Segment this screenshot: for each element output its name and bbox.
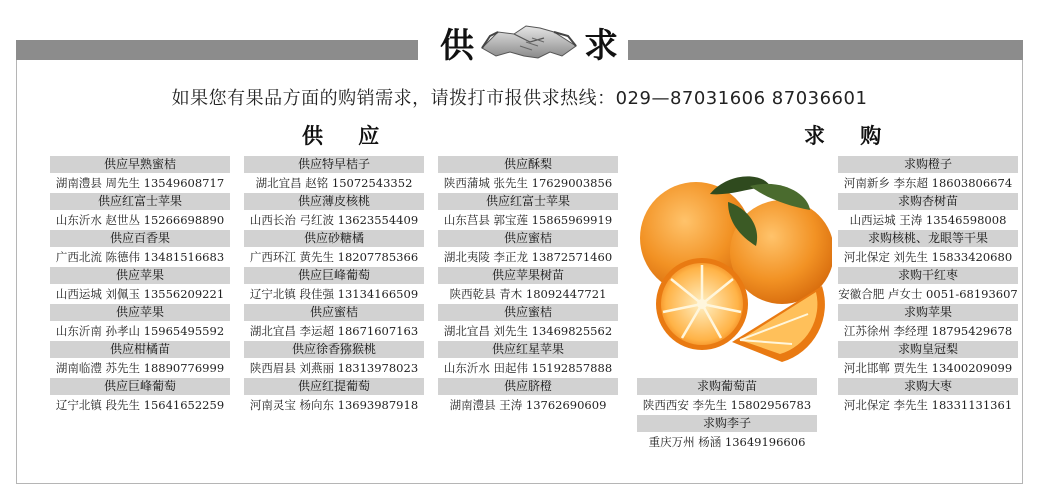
listing-item — [438, 341, 618, 378]
listing-item — [637, 415, 817, 452]
title-supply-char: 供 — [440, 26, 474, 66]
listing-item — [838, 193, 1018, 230]
listing-contact: 湖南澧县 王涛 13762690609 — [449, 398, 607, 412]
listing-title: 供应红提葡萄 — [244, 378, 424, 395]
listing-title: 供应柑橘苗 — [50, 341, 230, 358]
listing-title: 求购葡萄苗 — [637, 378, 817, 395]
supply-column-2 — [244, 156, 424, 415]
listing-item — [50, 193, 230, 230]
listing-item — [838, 230, 1018, 267]
listing-contact: 山东莒县 郭宝莲 15865969919 — [443, 213, 613, 227]
listing-contact: 湖南临澧 苏先生 18890776999 — [55, 361, 225, 375]
listing-item — [438, 193, 618, 230]
listing-contact: 湖北宜昌 李运超 18671607163 — [249, 324, 419, 338]
listing-title: 求购杏树苗 — [838, 193, 1018, 210]
listing-title: 供应蜜桔 — [438, 230, 618, 247]
listing-contact: 河北邯郸 贾先生 13400209099 — [843, 361, 1013, 375]
listing-item — [244, 304, 424, 341]
listing-contact: 陕西蒲城 张先生 17629003856 — [443, 176, 613, 190]
listing-item — [50, 156, 230, 193]
listing-item — [244, 156, 424, 193]
listing-contact: 辽宁北镇 段佳强 13134166509 — [249, 287, 419, 301]
demand-under-image — [637, 378, 817, 452]
listing-contact: 湖北宜昌 刘先生 13469825562 — [443, 324, 613, 338]
listing-title: 求购皇冠梨 — [838, 341, 1018, 358]
listing-title: 供应百香果 — [50, 230, 230, 247]
listing-item — [838, 156, 1018, 193]
listing-item — [244, 341, 424, 378]
listing-contact: 辽宁北镇 段先生 15641652259 — [55, 398, 225, 412]
listing-contact: 山东沂水 赵世丛 15266698890 — [55, 213, 225, 227]
supply-column-1 — [50, 156, 230, 415]
listing-title: 供应苹果 — [50, 304, 230, 321]
listing-contact: 重庆万州 杨涵 13649196606 — [648, 435, 806, 449]
listing-item — [838, 304, 1018, 341]
orange-fruit-image — [632, 166, 832, 366]
listing-title: 供应蜜桔 — [244, 304, 424, 321]
listing-title: 求购干红枣 — [838, 267, 1018, 284]
demand-heading: 求 购 — [804, 124, 896, 148]
listing-item — [438, 304, 618, 341]
listing-item — [244, 267, 424, 304]
listing-contact: 山西运城 王涛 13546598008 — [849, 213, 1007, 227]
listing-item — [244, 193, 424, 230]
listing-contact: 湖北宜昌 赵铭 15072543352 — [255, 176, 413, 190]
listing-item — [637, 378, 817, 415]
listing-title: 供应脐橙 — [438, 378, 618, 395]
listing-item — [438, 230, 618, 267]
listing-contact: 河南灵宝 杨向东 13693987918 — [249, 398, 419, 412]
listing-contact: 安徽合肥 卢女士 0051-68193607 — [838, 287, 1018, 301]
page-title — [418, 6, 628, 66]
listing-contact: 山东沂南 孙孝山 15965495592 — [55, 324, 225, 338]
listing-contact: 山东沂水 田起伟 15192857888 — [443, 361, 613, 375]
listing-item — [244, 378, 424, 415]
listing-contact: 湖北夷陵 李正龙 13872571460 — [443, 250, 613, 264]
listing-contact: 广西环江 黄先生 18207785366 — [249, 250, 419, 264]
supply-heading: 供 应 — [302, 124, 394, 148]
listing-title: 求购大枣 — [838, 378, 1018, 395]
listing-title: 求购李子 — [637, 415, 817, 432]
listing-contact: 陕西乾县 青木 18092447721 — [449, 287, 607, 301]
listing-item — [50, 267, 230, 304]
hotline-text: 如果您有果品方面的购销需求，请拨打市报供求热线：029—87031606 87036601 — [171, 88, 868, 109]
listing-contact: 江苏徐州 李经理 18795429678 — [843, 324, 1013, 338]
listing-title: 供应巨峰葡萄 — [50, 378, 230, 395]
listing-contact: 河北保定 李先生 18331131361 — [843, 398, 1013, 412]
listing-title: 供应红富士苹果 — [438, 193, 618, 210]
listing-title: 供应早熟蜜桔 — [50, 156, 230, 173]
listing-contact: 河北保定 刘先生 15833420680 — [843, 250, 1013, 264]
listing-item — [838, 267, 1018, 304]
listing-item — [244, 230, 424, 267]
listing-title: 供应特早桔子 — [244, 156, 424, 173]
listing-title: 供应蜜桔 — [438, 304, 618, 321]
listing-title: 供应苹果树苗 — [438, 267, 618, 284]
listing-title: 供应红富士苹果 — [50, 193, 230, 210]
listing-item — [838, 378, 1018, 415]
listing-item — [50, 304, 230, 341]
handshake-icon — [480, 12, 578, 60]
listing-title: 求购苹果 — [838, 304, 1018, 321]
listing-contact: 湖南澧县 周先生 13549608717 — [55, 176, 225, 190]
supply-column-3 — [438, 156, 618, 415]
listing-title: 求购核桃、龙眼等干果 — [838, 230, 1018, 247]
listing-title: 求购橙子 — [838, 156, 1018, 173]
listing-contact: 陕西眉县 刘燕丽 18313978023 — [249, 361, 419, 375]
listing-item — [438, 267, 618, 304]
listing-item — [50, 341, 230, 378]
title-demand-char: 求 — [584, 26, 618, 66]
listing-item — [438, 156, 618, 193]
listing-contact: 陕西西安 李先生 15802956783 — [642, 398, 812, 412]
listing-title: 供应砂糖橘 — [244, 230, 424, 247]
listing-item — [838, 341, 1018, 378]
listing-title: 供应薄皮核桃 — [244, 193, 424, 210]
listing-title: 供应徐香猕猴桃 — [244, 341, 424, 358]
listing-item — [50, 378, 230, 415]
listing-item — [438, 378, 618, 415]
listing-contact: 河南新乡 李东超 18603806674 — [843, 176, 1013, 190]
listing-contact: 山西长治 弓红波 13623554409 — [249, 213, 419, 227]
listing-title: 供应巨峰葡萄 — [244, 267, 424, 284]
demand-column — [838, 156, 1018, 415]
listing-item — [50, 230, 230, 267]
listing-contact: 广西北流 陈德伟 13481516683 — [55, 250, 225, 264]
listing-title: 供应苹果 — [50, 267, 230, 284]
listing-contact: 山西运城 刘佩玉 13556209221 — [55, 287, 225, 301]
listing-title: 供应红星苹果 — [438, 341, 618, 358]
listing-title: 供应酥梨 — [438, 156, 618, 173]
